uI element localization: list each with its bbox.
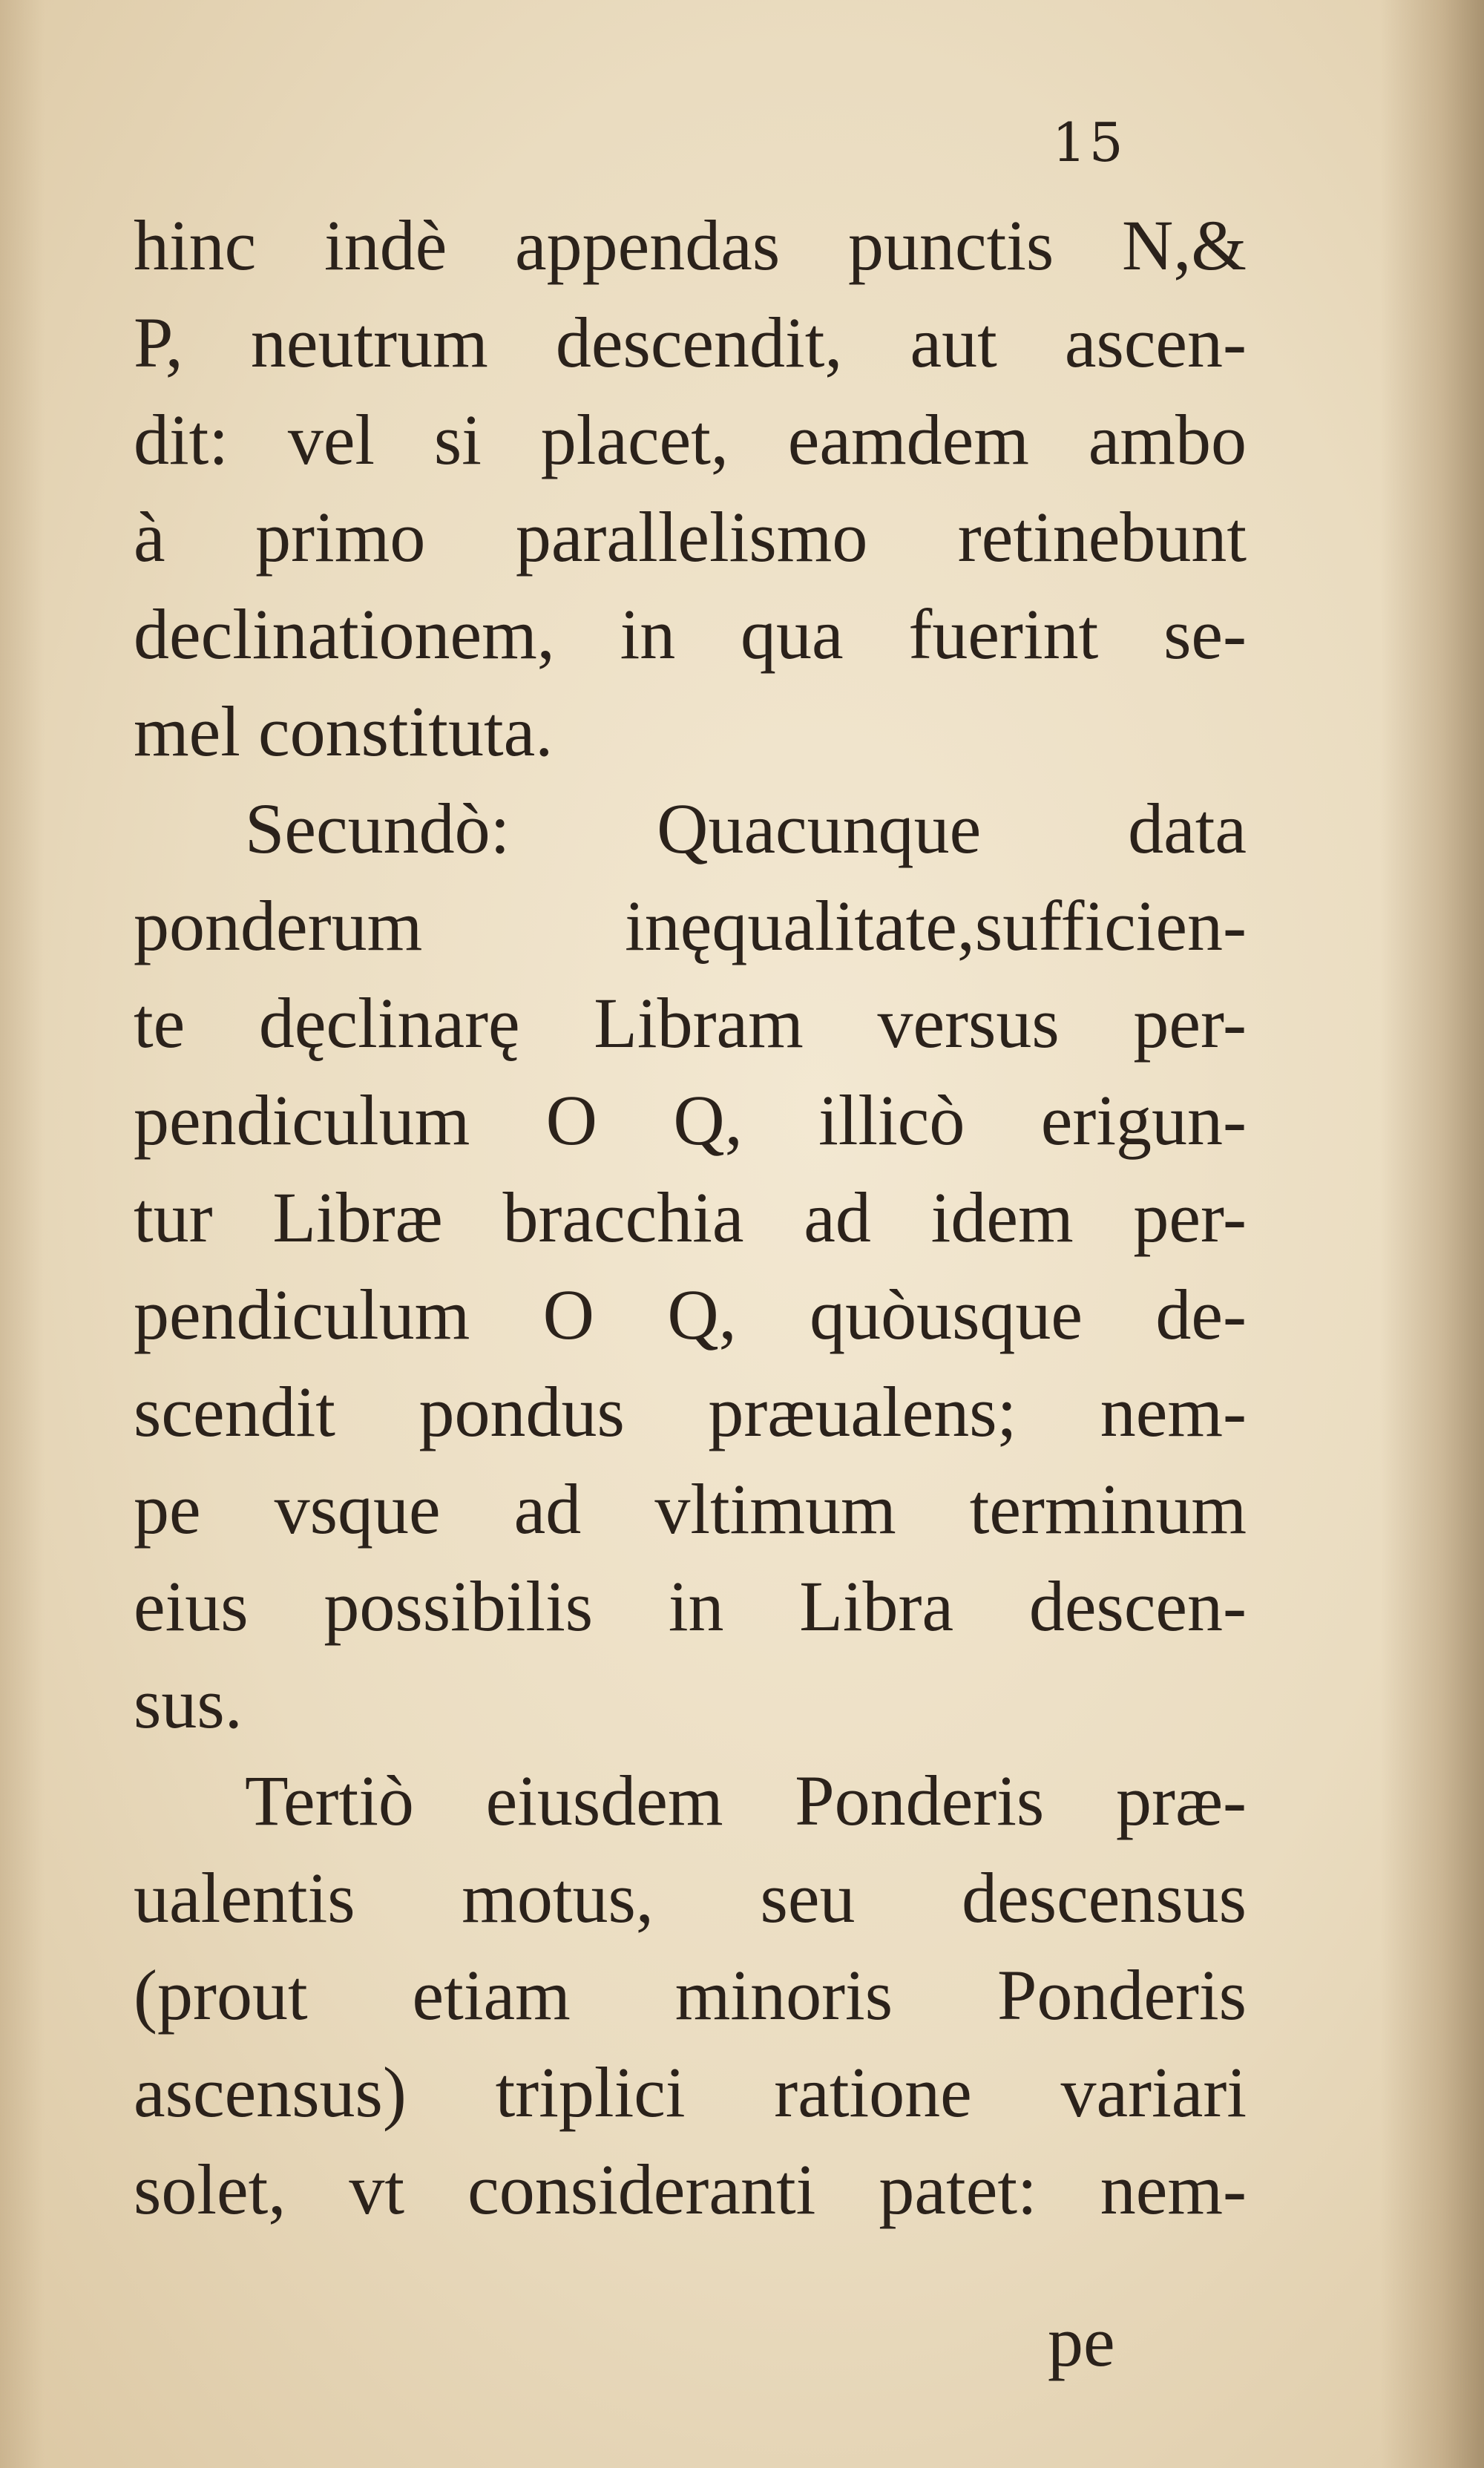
catchword: pe — [1048, 2302, 1115, 2381]
page-left-shadow — [0, 0, 45, 2468]
text-line: ualentis motus, seu descensus — [134, 1858, 1247, 1937]
text-line: hinc indè appendas punctis N,& — [134, 206, 1247, 285]
text-line: te dęclinarę Libram versus per- — [134, 983, 1247, 1063]
page-binding-shadow — [1380, 0, 1484, 2468]
text-line: Secundò: Quacunque data — [245, 789, 1247, 868]
text-line: tur Libræ bracchia ad idem per- — [134, 1178, 1247, 1257]
text-line: ascensus) triplici ratione variari — [134, 2052, 1247, 2132]
text-line: dit: vel si placet, eamdem ambo — [134, 400, 1247, 479]
text-line: declinationem, in qua fuerint se- — [134, 594, 1247, 674]
text-line: mel constituta. — [134, 692, 554, 771]
text-line: (prout etiam minoris Ponderis — [134, 1955, 1247, 2035]
text-line: pendiculum O Q, quòusque de- — [134, 1275, 1247, 1354]
text-line: ponderum inęqualitate,sufficien- — [134, 886, 1247, 965]
text-line: P, neutrum descendit, aut ascen- — [134, 303, 1247, 382]
text-line: pendiculum O Q, illicò erigun- — [134, 1080, 1247, 1160]
body-text — [134, 197, 1247, 2238]
text-line: scendit pondus præualens; nem- — [134, 1372, 1247, 1451]
text-line: à primo parallelismo retinebunt — [134, 497, 1247, 577]
text-line: sus. — [134, 1664, 243, 1743]
text-line: solet, vt consideranti patet: nem- — [134, 2150, 1247, 2229]
text-line: pe vsque ad vltimum terminum — [134, 1469, 1247, 1549]
text-line: Tertiò eiusdem Ponderis præ- — [245, 1761, 1247, 1840]
text-line: eius possibilis in Libra descen- — [134, 1566, 1247, 1646]
page-number: 15 — [1052, 111, 1126, 174]
